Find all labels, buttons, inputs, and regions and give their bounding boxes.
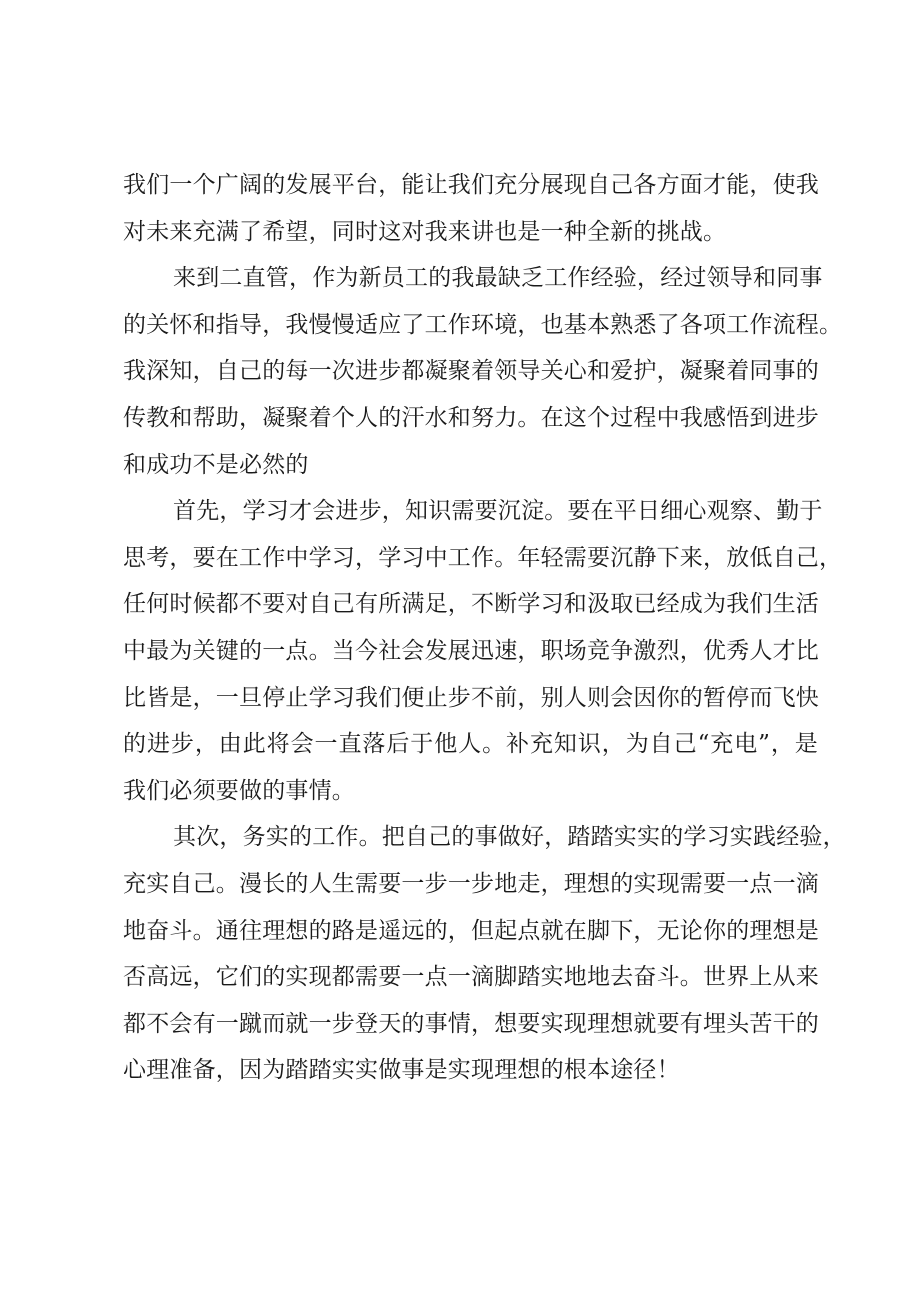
paragraph-2-line-2: 的关怀和指导，我慢慢适应了工作环境，也基本熟悉了各项工作流程。	[123, 311, 843, 338]
paragraph-3-line-3: 任何时候都不要对自己有所满足，不断学习和汲取已经成为我们生活	[123, 591, 819, 618]
paragraph-3-line-5: 比皆是，一旦停止学习我们便止步不前，别人则会因你的暂停而飞快	[123, 684, 819, 711]
paragraph-2-line-1: 来到二直管，作为新员工的我最缺乏工作经验，经过领导和同事	[173, 265, 823, 292]
paragraph-1-line-1: 我们一个广阔的发展平台，能让我们充分展现自己各方面才能，使我	[123, 172, 819, 198]
paragraph-3-line-1: 首先，学习才会进步，知识需要沉淀。要在平日细心观察、勤于	[173, 498, 823, 525]
paragraph-4-line-4: 否高远，它们的实现都需要一点一滴脚踏实地地去奋斗。世界上从来	[123, 964, 819, 991]
paragraph-4-line-5: 都不会有一蹴而就一步登天的事情，想要实现理想就要有埋头苦干的	[123, 1010, 819, 1037]
paragraph-4-line-1: 其次，务实的工作。把自己的事做好，踏踏实实的学习实践经验，	[173, 824, 846, 851]
paragraph-1-line-2: 对未来充满了希望，同时这对我来讲也是一种全新的挑战。	[123, 218, 727, 245]
paragraph-3-line-6: 的进步，由此将会一直落后于他人。补充知识，为自己“充电”，是	[123, 731, 818, 758]
paragraph-2-line-3: 我深知，自己的每一次进步都凝聚着领导关心和爱护，凝聚着同事的	[123, 358, 819, 385]
document-body	[123, 162, 846, 1094]
paragraph-4-line-3: 地奋斗。通往理想的路是遥远的，但起点就在脚下，无论你的理想是	[123, 917, 819, 944]
paragraph-4-line-6: 心理准备，因为踏踏实实做事是实现理想的根本途径！	[123, 1057, 680, 1084]
paragraph-2-line-5: 和成功不是必然的	[123, 451, 309, 478]
paragraph-4-line-2: 充实自己。漫长的人生需要一步一步地走，理想的实现需要一点一滴	[123, 870, 819, 897]
paragraph-3-line-2: 思考，要在工作中学习，学习中工作。年轻需要沉静下来，放低自己，	[123, 544, 843, 571]
paragraph-3-line-4: 中最为关键的一点。当今社会发展迅速，职场竞争激烈，优秀人才比	[123, 637, 819, 664]
paragraph-3-line-7: 我们必须要做的事情。	[123, 777, 355, 804]
paragraph-2-line-4: 传教和帮助，凝聚着个人的汗水和努力。在这个过程中我感悟到进步	[123, 404, 819, 431]
